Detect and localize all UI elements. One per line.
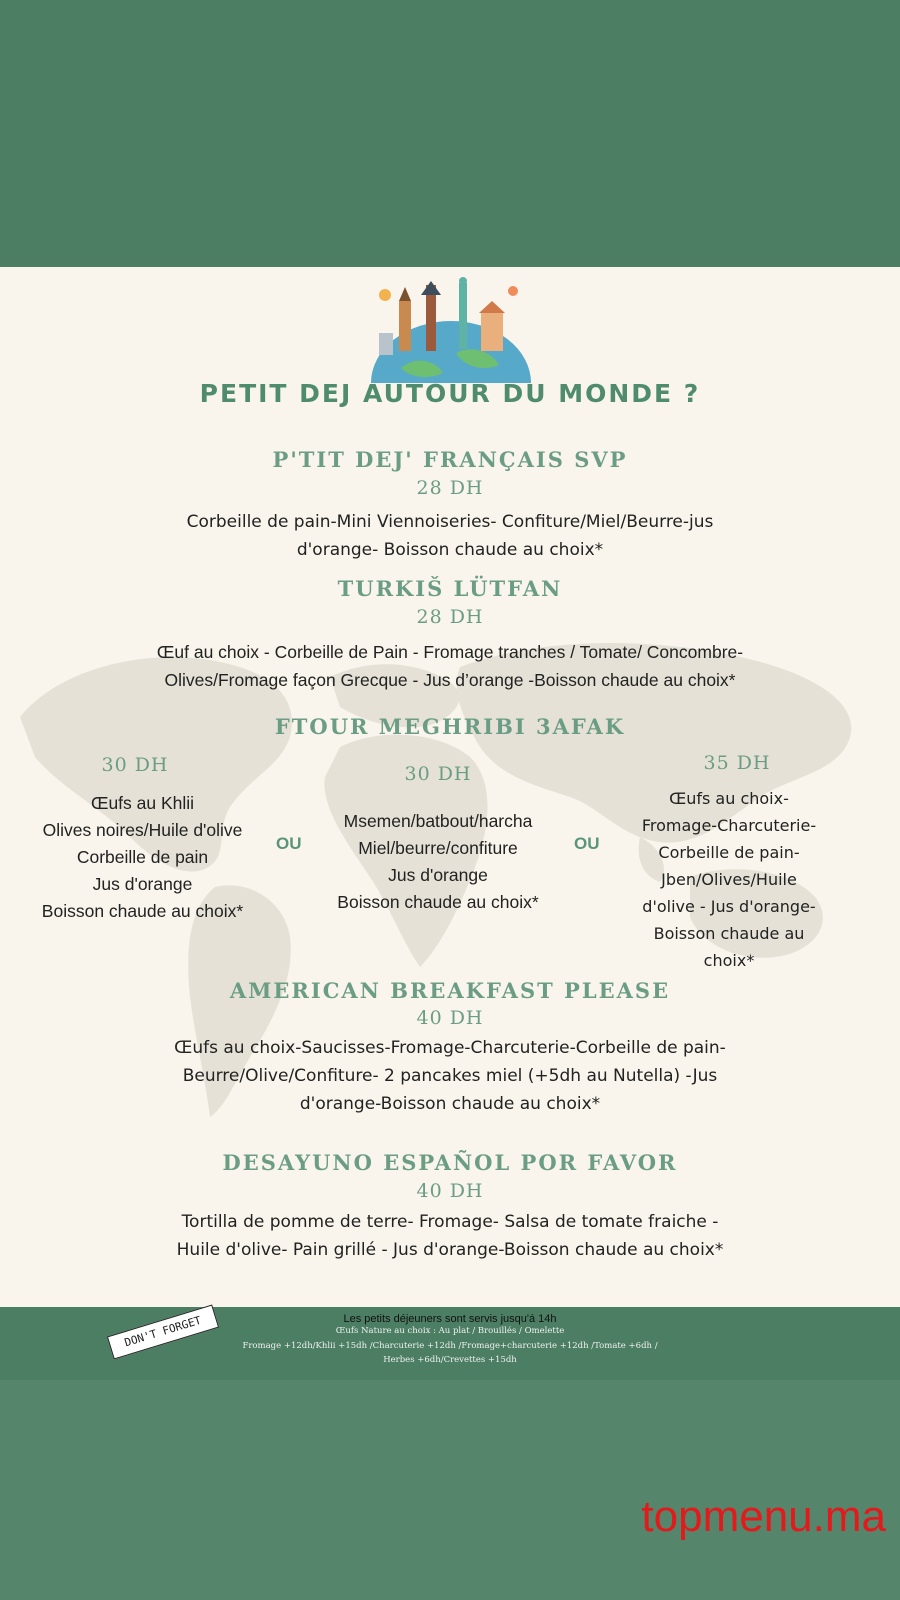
option-line: Boisson chaude au choix* — [41, 901, 244, 921]
option-line: Jus d'orange — [388, 865, 488, 885]
option-line: d'olive - Jus d'orange- — [642, 897, 816, 916]
description-line: Olives/Fromage façon Grecque - Jus d’orange -Boisson chaude au choix* — [164, 670, 736, 690]
section-title-american: AMERICAN BREAKFAST PLEASE — [229, 978, 671, 1003]
description-line: d'orange-Boisson chaude au choix* — [299, 1094, 601, 1114]
option-line: Boisson chaude au — [653, 924, 805, 943]
option-line: Miel/beurre/confiture — [358, 838, 518, 858]
price-american: 40 DH — [416, 1007, 484, 1029]
section-title-francais: P'TIT DEJ' FRANÇAIS SVP — [272, 447, 628, 472]
or-label: OU — [574, 834, 600, 853]
section-title-turkis: TURKIŠ LÜTFAN — [337, 576, 563, 601]
description-francais — [0, 508, 900, 564]
ftour-option-2 — [318, 808, 558, 916]
watermark-logo: topmenu.ma — [641, 1492, 886, 1541]
serving-hours-note: Les petits déjeuners sont servis jusqu'á 14h — [343, 1313, 557, 1325]
option-line: Olives noires/Huile d'olive — [42, 820, 243, 840]
price-ftour-option-1: 30 DH — [101, 754, 169, 776]
option-line: Boisson chaude au choix* — [337, 892, 539, 912]
description-line: d'orange- Boisson chaude au choix* — [296, 540, 604, 560]
description-line: Beurre/Olive/Confiture- 2 pancakes miel (+5dh au Nutella) -Jus — [182, 1066, 718, 1086]
description-line: Œufs au choix-Saucisses-Fromage-Charcuterie-Corbeille de pain- — [174, 1038, 726, 1058]
ftour-option-1 — [20, 790, 265, 925]
description-line: Corbeille de pain-Mini Viennoiseries- Confiture/Miel/Beurre-jus — [186, 512, 714, 532]
price-francais: 28 DH — [416, 477, 484, 499]
description-line: Tortilla de pomme de terre- Fromage- Salsa de tomate fraiche - — [181, 1212, 719, 1232]
world-landmarks-logo — [371, 273, 531, 383]
eggs-options-note: Œufs Nature au choix : Au plat / Brouillés / Omelette — [335, 1326, 565, 1336]
extras-note-continued: Herbes +6dh/Crevettes +15dh — [383, 1355, 517, 1365]
option-line: Jus d'orange — [92, 874, 193, 894]
option-line: Jben/Olives/Huile — [661, 870, 797, 889]
extras-note: Fromage +12dh/Khlii +15dh /Charcuterie +12dh /Fromage+charcuterie +12dh /Tomate +6dh / — [242, 1341, 658, 1351]
option-line: Corbeille de pain- — [658, 843, 800, 862]
price-turkis: 28 DH — [416, 606, 484, 628]
option-line: Corbeille de pain — [76, 847, 209, 867]
option-line: Œufs au Khlii — [90, 793, 195, 813]
bottom-band — [0, 1380, 900, 1600]
option-line: Msemen/batbout/harcha — [343, 811, 533, 831]
description-line: Huile d'olive- Pain grillé - Jus d'orange-Boisson chaude au choix* — [176, 1240, 724, 1260]
section-title-espanol: DESAYUNO ESPAÑOL POR FAVOR — [222, 1150, 678, 1175]
option-line: Fromage-Charcuterie- — [641, 816, 817, 835]
price-espanol: 40 DH — [416, 1180, 484, 1202]
option-line: choix* — [703, 951, 755, 970]
description-american — [0, 1034, 900, 1118]
or-label: OU — [276, 834, 302, 853]
description-espanol — [0, 1208, 900, 1264]
description-line: Œuf au choix - Corbeille de Pain - Fromage tranches / Tomate/ Concombre- — [156, 642, 744, 662]
description-turkis — [0, 638, 900, 694]
option-line: Œufs au choix- — [669, 789, 789, 808]
menu-headline: PETIT DEJ AUTOUR DU MONDE ? — [199, 379, 701, 408]
section-title-ftour: FTOUR MEGHRIBI 3AFAK — [274, 714, 626, 739]
price-ftour-option-3: 35 DH — [703, 752, 771, 774]
dont-forget-stamp: DON'T FORGET — [107, 1304, 219, 1359]
ftour-option-3 — [604, 785, 854, 974]
price-ftour-option-2: 30 DH — [404, 763, 472, 785]
top-band — [0, 0, 900, 267]
